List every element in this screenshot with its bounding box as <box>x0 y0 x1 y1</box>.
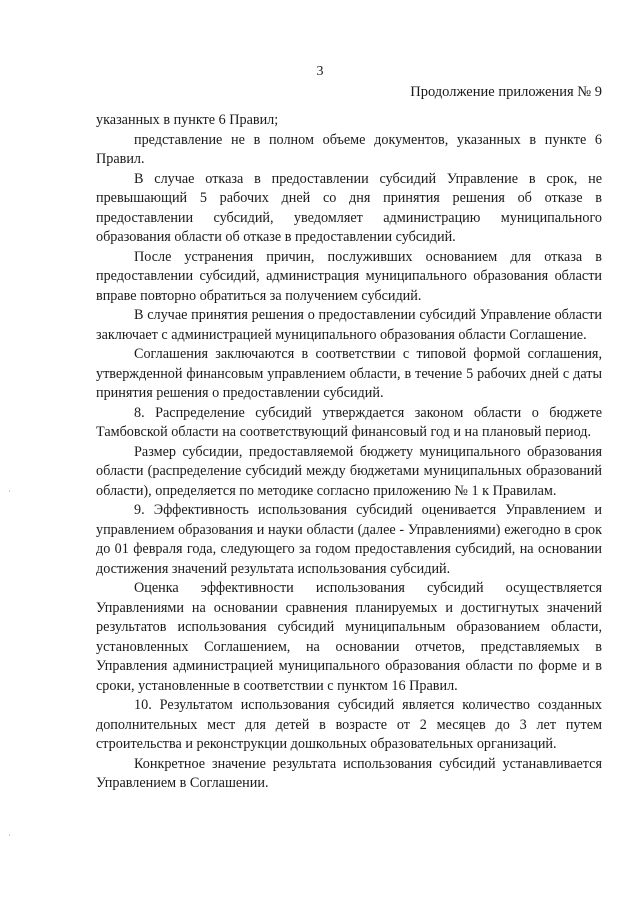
paragraph: представление не в полном объеме документов, указанных в пункте 6 Правил. <box>96 131 602 167</box>
margin-tick-mark: · <box>8 830 11 840</box>
paragraph: Оценка эффективности использования субсидий осуществляется Управлениями на основании сравнения планируемых и достигнутых значений результатов использования субсидий муниципальным образованием области, установленных Соглашением, на основании отчетов, представляемых в Управления администрацией муниципального образования области по форме и в сроки, установленные в соответствии с пунктом 16 Правил. <box>96 580 602 694</box>
paragraph: Конкретное значение результата использования субсидий устанавливается Управлением в Соглашении. <box>96 755 602 791</box>
paragraph: В случае отказа в предоставлении субсидий Управление в срок, не превышающий 5 рабочих дней со дня принятия решения об отказе в предоставлении субсидий, уведомляет администрацию муниципального образования области об отказе в предоставлении субсидий. <box>96 170 602 245</box>
paragraph: Размер субсидии, предоставляемой бюджету муниципального образования области (распределение субсидий между бюджетами муниципальных образований области), определяется по методике согласно приложению № 1 к Правилам. <box>96 443 602 499</box>
paragraph: 10. Результатом использования субсидий является количество созданных дополнительных мест для детей в возрасте от 2 месяцев до 3 лет путем строительства и реконструкции дошкольных образовательных организаций. <box>96 697 602 752</box>
paragraph: 9. Эффективность использования субсидий оценивается Управлением и управлением образования и науки области (далее - Управлениями) ежегодно в срок до 01 февраля года, следующего за годом предоставления субсидий, на основании достижения значений результата использования субсидий. <box>96 502 602 577</box>
page-number: 3 <box>316 64 324 79</box>
paragraph: В случае принятия решения о предоставлении субсидий Управление области заключает с администрацией муниципального образования области Соглашение. <box>96 307 602 343</box>
margin-tick-mark: · <box>8 486 11 496</box>
paragraph: Соглашения заключаются в соответствии с типовой формой соглашения, утвержденной финансовым управлением области, в течение 5 рабочих дней с даты принятия решения о предоставлении субсидий. <box>96 346 602 401</box>
document-body <box>96 111 602 794</box>
appendix-continuation-note: Продолжение приложения № 9 <box>410 84 602 100</box>
paragraph: После устранения причин, послуживших основанием для отказа в предоставлении субсидий, администрация муниципального образования области вправе повторно обратиться за получением субсидий. <box>96 248 602 304</box>
paragraph: указанных в пункте 6 Правил; <box>96 112 279 128</box>
paragraph: 8. Распределение субсидий утверждается законом области о бюджете Тамбовской области на соответствующий финансовый год и на плановый период. <box>96 404 602 440</box>
